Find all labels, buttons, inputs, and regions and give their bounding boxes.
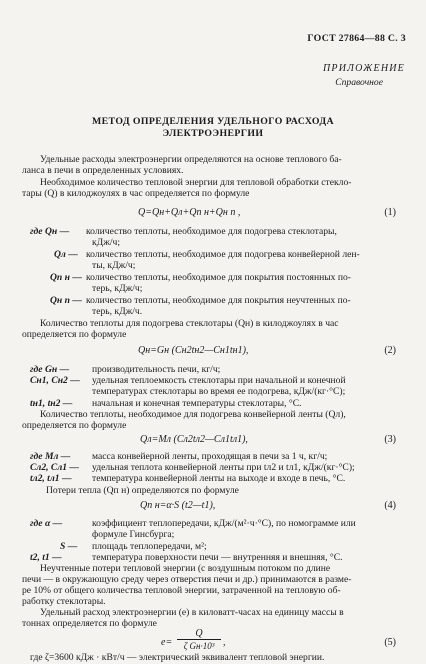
paragraph-1-line-1: Удельные расходы электроэнергии определяются на основе теплового ба- xyxy=(40,154,342,165)
def-13-text: температура поверхности печи — внутренняя и внешняя, °С. xyxy=(92,552,343,563)
def-11-text: коэффициент теплопередачи, кДж/(м²·ч·°С), по номограмме или xyxy=(92,518,356,529)
paragraph-6-line-2: печи — в окружающую среду через отверстия печи и др.) принимаются в разме- xyxy=(22,574,352,585)
def-1-cont: кДж/ч; xyxy=(92,237,120,248)
def-10-text: температура конвейерной ленты на выходе и входе в печь, °С. xyxy=(92,473,346,484)
def-8-text: масса конвейерной ленты, проходящая в печи за 1 ч, кг/ч; xyxy=(92,451,328,462)
formula-5-denominator: ζ Gн·10³ xyxy=(183,641,215,651)
paragraph-1-line-2: ланса в печи в определенных условиях. xyxy=(22,165,184,176)
def-1-symbol: где Qн — xyxy=(30,226,70,237)
paragraph-2-line-2: тары (Q) в килоджоулях в час определяется по формуле xyxy=(22,188,250,199)
def-8-symbol: где Mл — xyxy=(30,451,71,462)
formula-5-lhs: e= xyxy=(161,637,173,648)
paragraph-6-line-3: ре 10% от общего количества тепловой энергии, затраченной на тепловую об- xyxy=(22,585,341,596)
def-4-text: количество теплоты, необходимое для покрытия неучтенных по- xyxy=(86,295,351,306)
def-2-cont: ты, кДж/ч; xyxy=(92,260,136,271)
formula-3: Qл=Mл (Cл2tл2—Cл1tл1), xyxy=(140,434,248,445)
formula-4-number: (4) xyxy=(384,500,396,511)
paragraph-3-line-1: Количество теплоты для подогрева стеклотары (Qн) в килоджоулях в час xyxy=(40,318,339,329)
def-5-symbol: где Gн — xyxy=(30,364,70,375)
paragraph-7-line-2: тоннах определяется по формуле xyxy=(22,618,157,629)
annex-title: ПРИЛОЖЕНИЕ xyxy=(323,63,405,74)
def-3-symbol: Qп н — xyxy=(50,272,82,283)
def-4-symbol: Qн п — xyxy=(50,295,82,306)
formula-5-numerator: Q xyxy=(195,628,203,639)
annex-subtitle: Справочное xyxy=(335,77,383,88)
paragraph-6-line-1: Неучтенные потери тепловой энергии (с воздушным потоком по длине xyxy=(40,563,331,574)
section-title-line-2: ЭЛЕКТРОЭНЕРГИИ xyxy=(162,128,264,139)
def-5-text: производительность печи, кг/ч; xyxy=(92,364,221,375)
def-9-text: удельная теплота конвейерной ленты при tл2 и tл1, кДж/(кг·°С); xyxy=(92,462,355,473)
def-3-cont: терь, кДж/ч; xyxy=(92,283,143,294)
def-9-symbol: Cл2, Cл1 — xyxy=(30,462,80,473)
paragraph-4-line-1: Количество теплоты, необходимое для подогрева конвейерной ленты (Qл), xyxy=(40,409,346,420)
def-2-symbol: Qл — xyxy=(54,249,78,260)
formula-2-number: (2) xyxy=(384,345,396,356)
formula-5-number: (5) xyxy=(384,637,396,648)
def-6-text: удельная теплоемкость стеклотары при начальной и конечной xyxy=(92,375,346,386)
formula-1: Q=Qн+Qл+Qп н+Qн п , xyxy=(138,207,241,218)
def-1-text: количество теплоты, необходимое для подогрева стеклотары, xyxy=(86,226,337,237)
paragraph-3-line-2: определяется по формуле xyxy=(22,329,127,340)
def-12-symbol: S — xyxy=(60,541,78,552)
section-title-line-1: МЕТОД ОПРЕДЕЛЕНИЯ УДЕЛЬНОГО РАСХОДА xyxy=(91,116,335,127)
formula-5-tail: , xyxy=(223,637,226,648)
paragraph-5: Потери тепла (Qп н) определяются по формуле xyxy=(46,485,239,496)
formula-2: Qн=Gн (Cн2tн2—Cн1tн1), xyxy=(138,345,249,356)
page-header: ГОСТ 27864—88 С. 3 xyxy=(307,33,406,44)
def-11-symbol: где α — xyxy=(30,518,63,529)
paragraph-2-line-1: Необходимое количество тепловой энергии для тепловой обработки стекло- xyxy=(40,177,352,188)
def-2-text: количество теплоты, необходимое для подогрева конвейерной лен- xyxy=(86,249,360,260)
footer-definition: где ζ=3600 кДж · кВт/ч — электрический эквивалент тепловой энергии. xyxy=(30,652,325,663)
paragraph-6-line-4: работку стеклотары. xyxy=(22,596,106,607)
def-7-text: начальная и конечная температуры стеклотары, °С. xyxy=(92,398,302,409)
def-11-cont: формуле Гинсбурга; xyxy=(92,529,175,540)
def-6-symbol: Cн1, Cн2 — xyxy=(30,375,80,386)
formula-3-number: (3) xyxy=(384,434,396,445)
def-3-text: количество теплоты, необходимое для покрытия постоянных по- xyxy=(86,272,351,283)
paragraph-4-line-2: определяется по формуле xyxy=(22,420,127,431)
formula-5-fraction-bar xyxy=(177,639,221,640)
formula-4: Qп н=α·S (t2—t1), xyxy=(140,500,216,511)
def-4-cont: терь, кДж/ч. xyxy=(92,306,143,317)
def-10-symbol: tл2, tл1 — xyxy=(30,473,72,484)
formula-1-number: (1) xyxy=(384,207,396,218)
def-12-text: площадь теплопередачи, м²; xyxy=(92,541,207,552)
def-6-cont: температурах стеклотары во время ее подогрева, кДж/(кг·°С); xyxy=(92,386,346,397)
def-7-symbol: tн1, tн2 — xyxy=(30,398,73,409)
paragraph-7-line-1: Удельный расход электроэнергии (e) в киловатт-часах на единицу массы в xyxy=(40,607,344,618)
def-13-symbol: t2, t1 — xyxy=(30,552,62,563)
